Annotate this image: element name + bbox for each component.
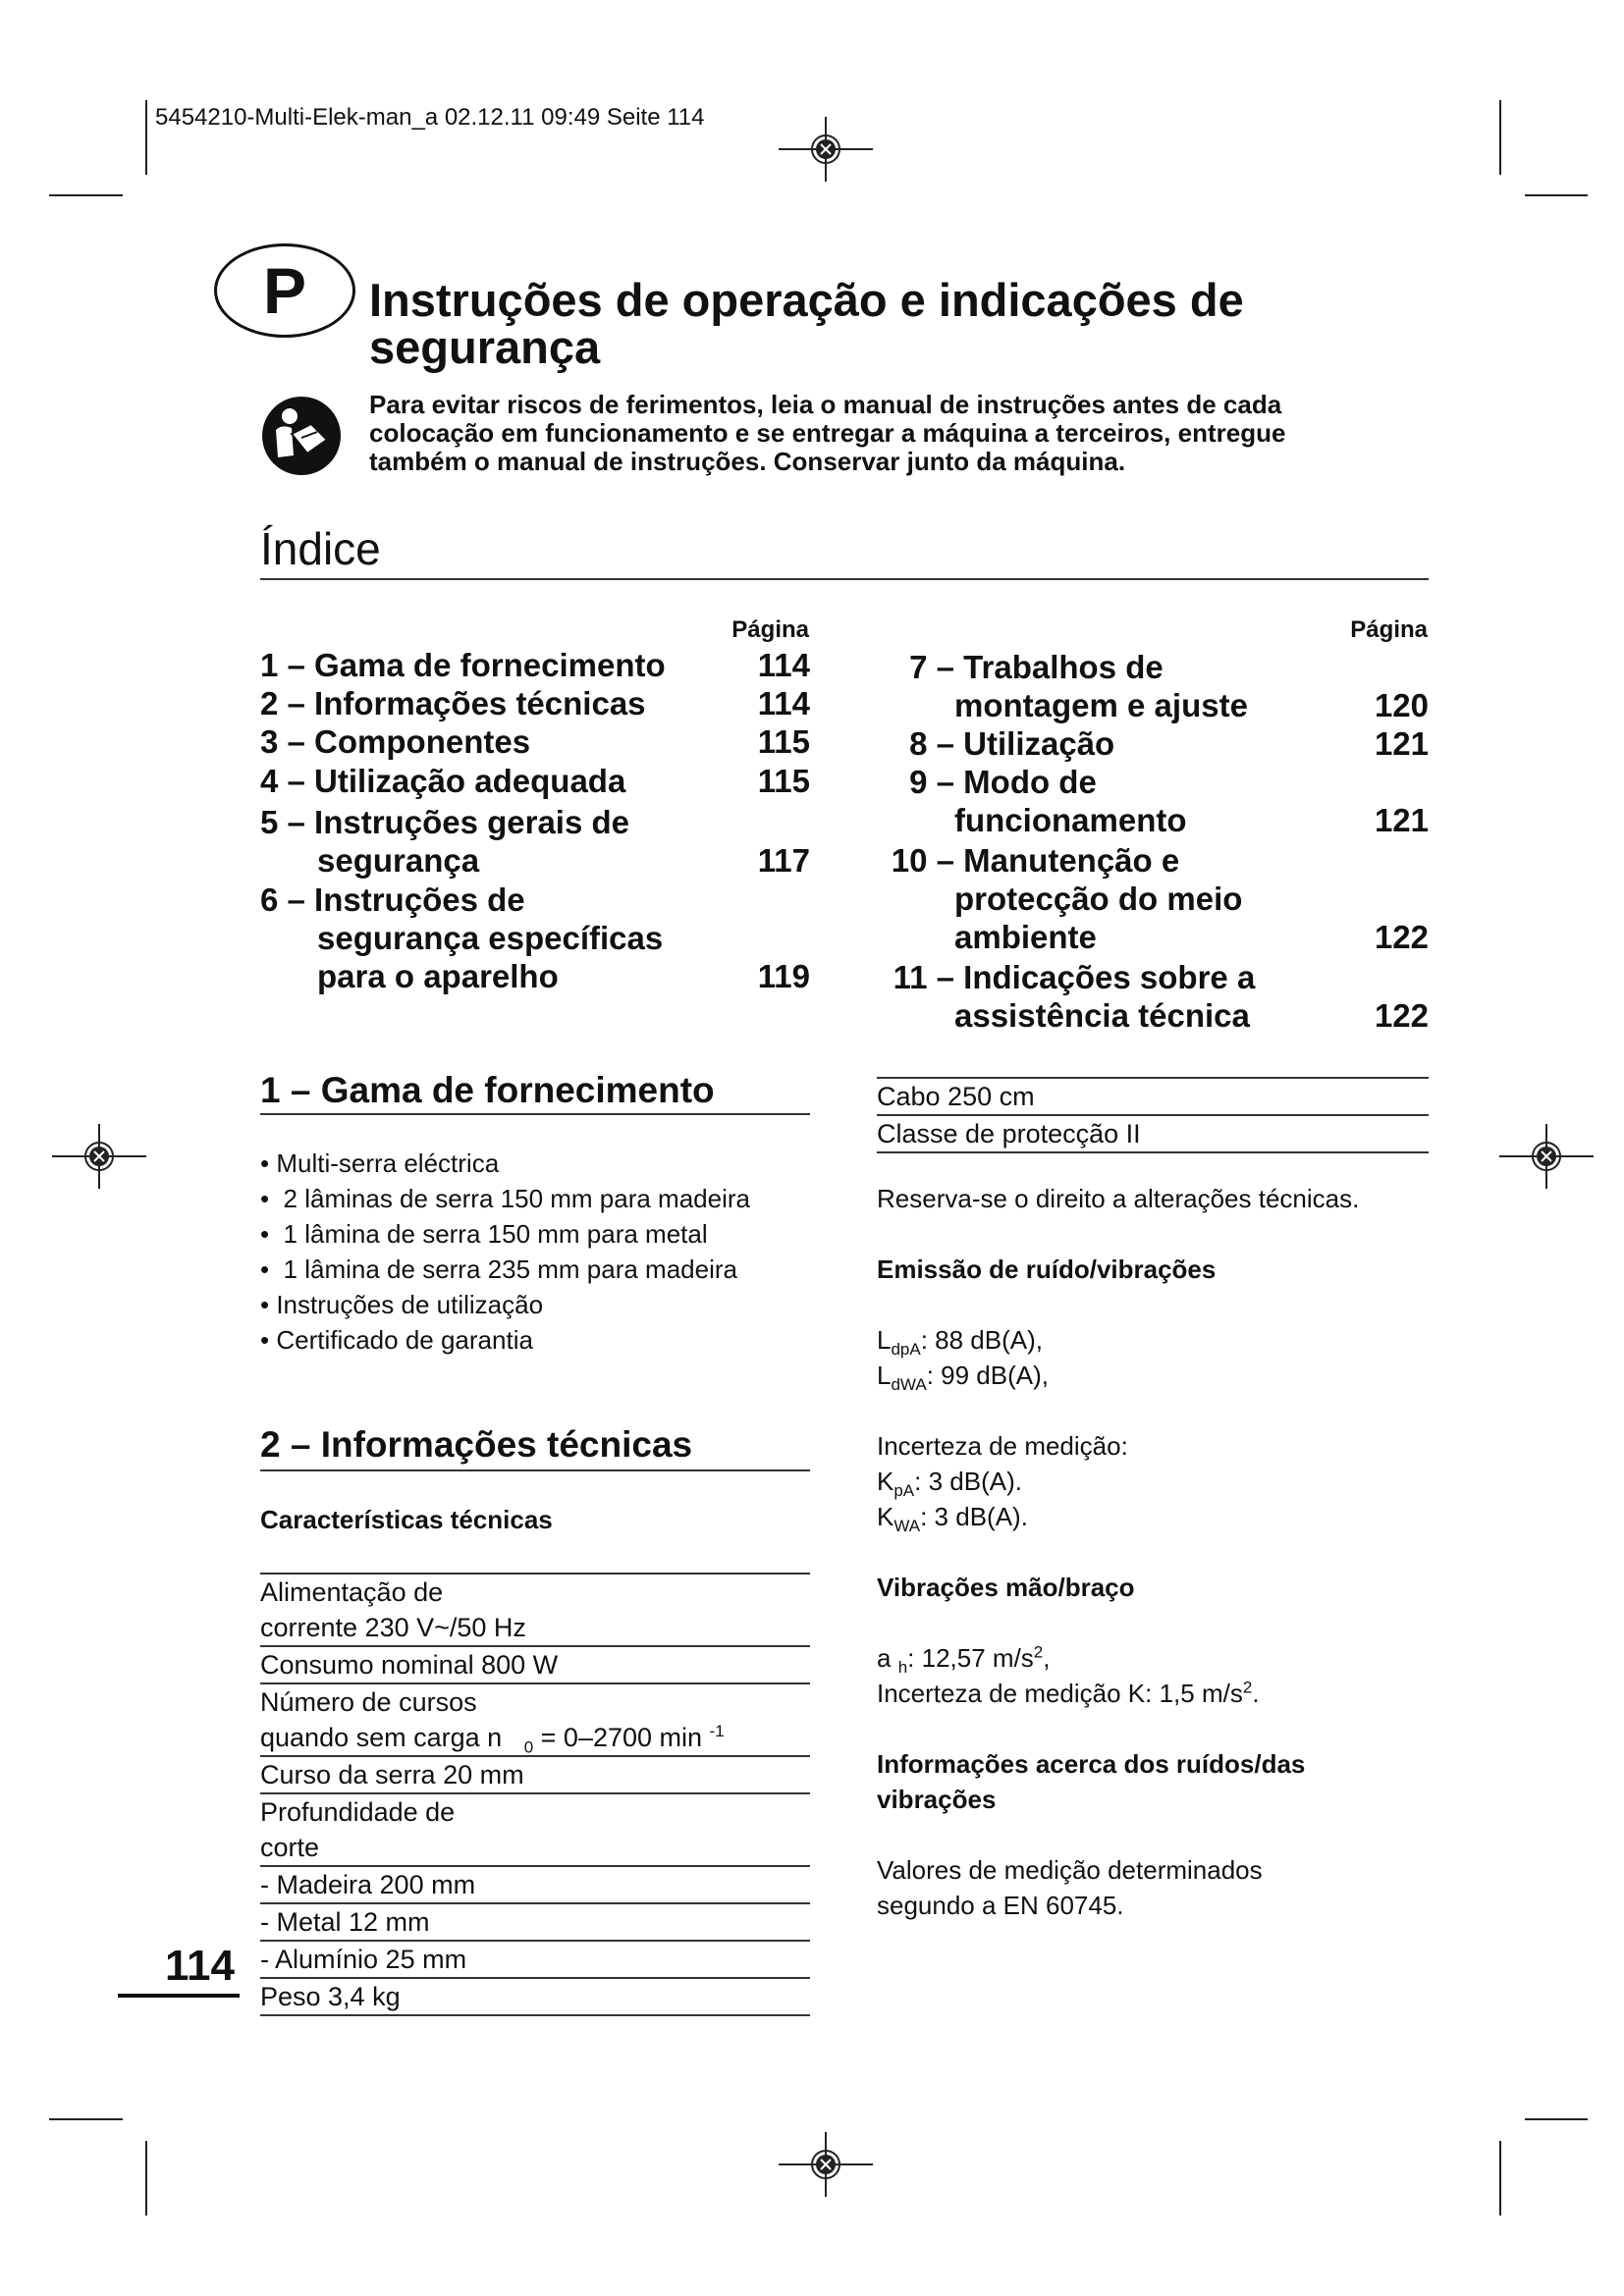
list-item: • Multi-serra eléctrica [260,1148,500,1178]
read-manual-icon [260,395,343,477]
warning-line: colocação em funcionamento e se entregar a máquina a terceiros, entregue [369,418,1286,448]
list-item: • 1 lâmina de serra 235 mm para madeira [260,1255,737,1284]
toc-entry-8[interactable]: 8 – Utilização 121 [909,725,1429,762]
spec-table-continued [877,1077,1429,1153]
warning-line: Para evitar riscos de ferimentos, leia o manual de instruções antes de cada [369,390,1282,419]
measurement-note: Valores de medição determinados segundo a EN 60745. [877,1855,1263,1920]
toc-entry-7[interactable]: 7 – Trabalhos de montagem e ajuste 120 [909,649,1429,723]
title-line: segurança [369,321,601,373]
toc-entry-2[interactable]: 2 – Informações técnicas 114 [260,685,810,721]
registration-mark-icon [777,2130,875,2199]
toc-entry-6[interactable]: 6 – Instruções de segurança específicas para o aparelho 119 [260,881,810,994]
toc-entry-3[interactable]: 3 – Componentes 115 [260,723,810,760]
table-row: - Metal 12 mm [260,1903,810,1941]
page-column-label: Página [731,616,809,643]
list-item: • Instruções de utilização [260,1290,544,1319]
print-slug: 5454210-Multi-Elek-man_a 02.12.11 09:49 Seite 114 [155,104,705,131]
registration-mark-icon [777,115,875,184]
vibration-heading: Vibrações mão/braço [877,1573,1135,1602]
table-row: - Madeira 200 mm [260,1866,810,1903]
list-item: • Certificado de garantia [260,1325,533,1355]
delivery-list [260,1146,750,1358]
language-badge: P [214,243,355,338]
section-heading: 2 – Informações técnicas [260,1424,693,1465]
toc-entry-11[interactable]: 11 – Indicações sobre a assistência técnica 122 [893,959,1429,1034]
crop-mark [1499,2141,1501,2216]
list-item: • 2 lâminas de serra 150 mm para madeira [260,1184,750,1213]
crop-mark [145,100,147,175]
table-row: Curso da serra 20 mm [260,1756,810,1793]
page-title [369,274,1244,373]
list-item: • 1 lâmina de serra 150 mm para metal [260,1219,708,1249]
table-row: Profundidade de corte [260,1793,810,1866]
index-heading: Índice [260,523,381,574]
page-number: 114 [165,1942,235,1990]
crop-mark [49,2118,123,2120]
table-row: Consumo nominal 800 W [260,1646,810,1683]
toc-entry-1[interactable]: 1 – Gama de fornecimento 114 [260,647,810,683]
subheading: Características técnicas [260,1505,553,1534]
divider [260,1469,810,1471]
disclaimer: Reserva-se o direito a alterações técnicas. [877,1184,1360,1213]
table-row: Cabo 250 cm [877,1078,1429,1115]
table-row: Alimentação de corrente 230 V~/50 Hz [260,1574,810,1646]
uncertainty: Incerteza de medição: $K_{pA}$: 3 dB(A). $K_{WA}$: 3 dB(A). [877,1431,1128,1536]
registration-mark-icon [1497,1122,1596,1191]
crop-mark [1499,100,1501,175]
section-heading: 1 – Gama de fornecimento [260,1070,715,1110]
vibration-values: a $_h$: 12,57 $m/s^2$, Incerteza de medição K: 1,5 $m/s^2$. [877,1642,1260,1708]
crop-mark [1525,2118,1588,2120]
spec-table [260,1573,810,2016]
registration-mark-icon [50,1122,148,1191]
table-row: - Alumínio 25 mm [260,1941,810,1978]
crop-mark [1525,194,1588,196]
crop-mark [49,194,123,196]
sound-levels: $L_{dpA}$: 88 dB(A), $L_{dWA}$: 99 dB(A), [877,1325,1049,1395]
title-line: Instruções de operação e indicações de [369,274,1244,326]
safety-warning [369,391,1449,476]
page-column-label: Página [1350,616,1428,643]
toc-entry-5[interactable]: 5 – Instruções gerais de segurança 117 [260,804,810,879]
divider [260,1113,810,1115]
divider [260,578,1429,580]
table-row: Peso 3,4 kg [260,1978,810,2015]
info-heading: Informações acerca dos ruídos/das vibrações [877,1749,1306,1814]
warning-line: também o manual de instruções. Conservar junto da máquina. [369,447,1126,476]
toc-entry-10[interactable]: 10 – Manutenção e protecção do meio ambiente 122 [891,842,1429,955]
crop-mark [145,2141,147,2216]
table-row: Classe de protecção II [877,1115,1429,1152]
table-row: Número de cursos quando sem carga n $_0$ = 0–2700 min $^{-1}$ [260,1683,810,1756]
noise-heading: Emissão de ruído/vibrações [877,1255,1217,1284]
toc-entry-9[interactable]: 9 – Modo de funcionamento 121 [909,764,1429,838]
page-number-underline [118,1994,240,1998]
toc-entry-4[interactable]: 4 – Utilização adequada 115 [260,763,810,799]
right-column-text [877,1181,1359,1958]
